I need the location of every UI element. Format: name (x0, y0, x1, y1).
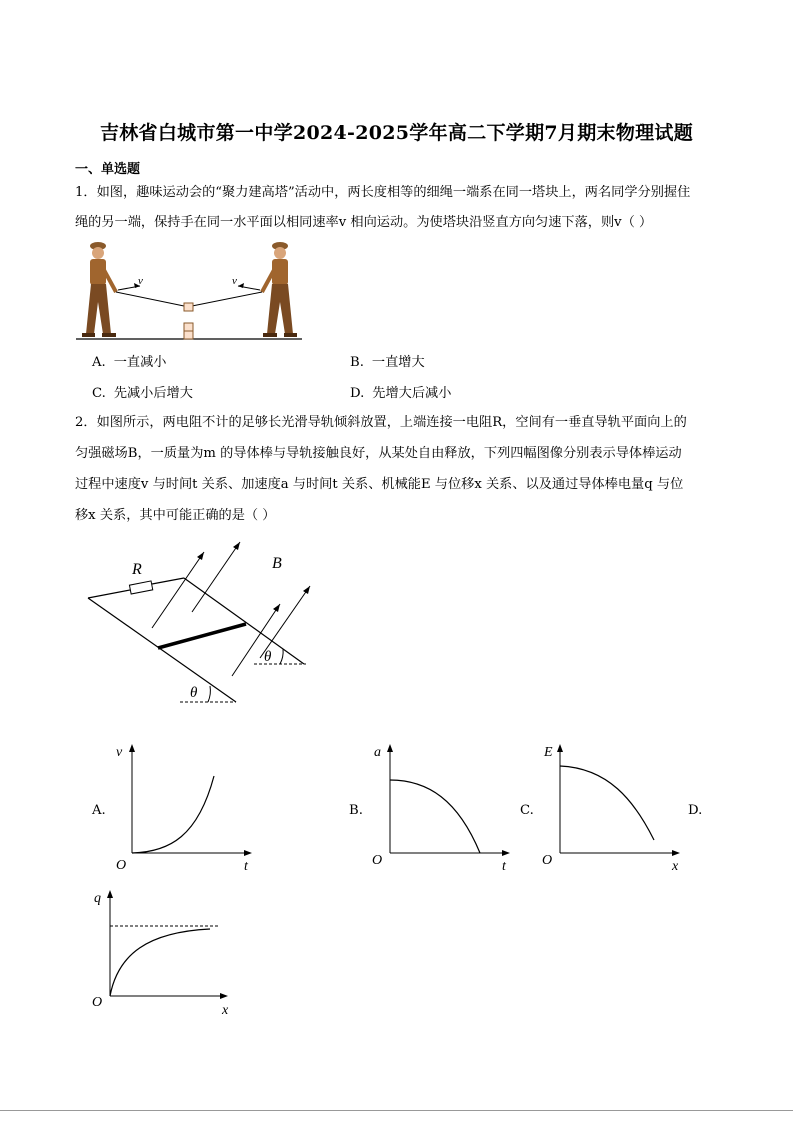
graph-b-origin: O (372, 853, 383, 868)
q2-line-4: 移x 关系，其中可能正确的是（ ） (75, 508, 276, 523)
graph-a-y-label: v (116, 745, 123, 760)
theta-left-label: θ (190, 685, 198, 701)
right-rope (192, 292, 262, 306)
q1-option-a (92, 351, 166, 370)
stack-block (184, 331, 193, 339)
conductor-rod (158, 624, 246, 648)
page-bottom-rule (0, 1110, 793, 1111)
graph-b-y-label: a (374, 745, 381, 760)
field-arrow (152, 552, 204, 628)
graph-d-y-label: q (94, 891, 101, 906)
graph-c-x-label: x (672, 859, 679, 872)
graph-a (110, 740, 260, 872)
graph-d (88, 888, 248, 1018)
graph-c-y-label: E (544, 745, 553, 760)
page-title: 吉林省白城市第一中学2024-2025学年高二下学期7月期末物理试题 (99, 122, 694, 144)
graph-a-origin: O (116, 858, 127, 872)
graph-b-option: B. (349, 803, 363, 818)
left-student-figure (82, 242, 116, 337)
q2-line-1: 2．如图所示，两电阻不计的足够长光滑导轨倾斜放置，上端连接一电阻R，空间有一垂直导轨平面向上的 (75, 415, 687, 430)
right-student-figure (262, 242, 297, 337)
q2-line-3: 过程中速度v 与时间t 关系、加速度a 与时间t 关系、机械能E 与位移x 关系、以及通过导体棒电量q 与位 (75, 477, 684, 492)
q2-line-2: 匀强磁场B，一质量为m 的导体棒与导轨接触良好，从某处自由释放，下列四幅图像分别表示导体棒运动 (75, 446, 682, 461)
q1-option-b (350, 351, 425, 370)
acceleration-curve (390, 780, 480, 853)
option-text: 先增大后减小 (372, 386, 452, 401)
q1-figure (76, 240, 306, 344)
option-key: A. (92, 355, 106, 370)
option-key: C. (92, 386, 106, 401)
resistor (129, 581, 152, 594)
graph-c-option: C. (520, 803, 534, 818)
graph-b-x-label: t (502, 859, 506, 872)
option-key: D. (350, 386, 365, 401)
top-block (184, 303, 193, 311)
q1-line-1: 1．如图，趣味运动会的“聚力建高塔”活动中，两长度相等的细绳一端系在同一塔块上，两名同学分别握住 (75, 185, 691, 200)
left-rope (116, 292, 184, 306)
right-v-label: v (232, 275, 237, 287)
field-label: B (272, 555, 282, 572)
graph-d-option: D. (688, 803, 703, 818)
charge-curve (110, 929, 210, 996)
option-text: 一直增大 (371, 355, 425, 370)
option-text: 一直减小 (113, 355, 167, 370)
graph-c-origin: O (542, 853, 553, 868)
graph-c (538, 740, 688, 872)
section-heading: 一、单选题 (75, 162, 141, 177)
option-text: 先减小后增大 (113, 386, 193, 401)
energy-curve (560, 766, 654, 840)
stack-block (184, 323, 193, 331)
graph-a-option: A. (92, 803, 106, 818)
q1-line-2: 绳的另一端，保持手在同一水平面以相同速率v 相向运动。为使塔块沿竖直方向匀速下落，则v（ ） (75, 215, 653, 230)
theta-right-label: θ (264, 649, 272, 665)
left-v-label: v (138, 275, 143, 287)
option-key: B. (350, 355, 364, 370)
graph-b (368, 740, 518, 872)
graph-d-origin: O (92, 995, 103, 1010)
q1-option-d (350, 382, 451, 401)
resistor-label: R (132, 561, 142, 578)
q2-rail-figure (84, 540, 314, 706)
velocity-curve (132, 776, 214, 853)
q1-option-c (92, 382, 193, 401)
graph-a-x-label: t (244, 859, 248, 872)
graph-d-x-label: x (222, 1003, 229, 1018)
